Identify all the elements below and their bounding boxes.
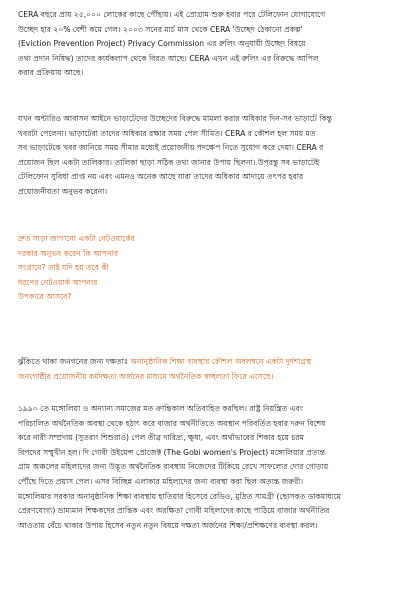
text-line: CERA বছরে প্রায় ২৫,০০০ লোকের কাছে পৌঁছায়। এই প্রোগ্রাম শুরু হবার পরে টেলিফোন যোগাযোগে <box>18 10 326 19</box>
text-line: করে নারী সম্প্রদায় (সুতরাং শিশুরাও) পেল তীব্র দারিদ্র্য, ক্ষুধা, এবং অর্থাভাবের শিকার হয়ে চরম <box>18 433 304 443</box>
text-line: করার প্রক্রিয়ায় আছে। <box>18 68 84 78</box>
text-line: প্রেরণযোগ্য) ভ্রাম্যমান শিক্ষকদের প্রান্তিক এবং অরক্ষিতা গোবী মহিলাদের কাছে পাঠিয়ে বাজার অর্থনীতির <box>18 506 330 516</box>
text-line: যখন অন্টারিও আবাসন আইনে ভাড়াটেদের উচ্ছেদের বিরুদ্ধে মামলা করার অধিকার দিন-সব ভাড়াটে কিন্তু <box>18 114 333 123</box>
text-line: মঙ্গোলিয়ার সরকার অনানুষ্ঠানিক শিক্ষা ব্যবস্থায় হাতিয়ার হিসেবে রেডিও, মুদ্রিত সামগ্রী (ছোসকত ডাকমাধ্যমে <box>18 491 342 501</box>
text-line: খবরটা পেলেনা। ভাড়াটেরা তাদের অধিকার রক্ষার সময় পেল সীমিত। CERA র কৌশল হল সময় মত <box>18 128 316 138</box>
paragraph-mongolia <box>18 402 403 533</box>
text-line <box>18 355 403 370</box>
section-highlight: অনানুষ্ঠানিক শিক্ষা ব্যবস্থার কৌশল অবলম্বনে একটা দুর্দশাগ্রস্থ <box>130 357 312 366</box>
text-line: পরিচালিত অর্থনৈতিক অবস্থা থেকে হঠাৎ করে বাজার অর্থনীতিতে অবস্থান পরিবর্তিত হবার দরুন বিশেষ <box>18 418 326 428</box>
section-lead: ঝুঁকিতে থাকা জনগনের জন্য দক্ষতাঃ <box>18 357 131 366</box>
callout-line: সংগ্রামে? তাই যদি হয় তবে কী <box>18 263 109 273</box>
text-line: আওতায় বেঁচে থাকার উপায় হিসেব নতুন নতুন বিষয়ে দক্ষতা অর্জনের শিক্ষা/প্রশিক্ষণের ব্যবস্থা করল। <box>18 520 318 530</box>
callout-line: দ্রুত সাড়া জাগানো একটা নেটওয়ার্কের <box>18 234 135 243</box>
text-line: প্রয়োজনীয়তা অনুভব করেনা। <box>18 186 108 196</box>
network-question-callout <box>18 232 403 305</box>
paragraph-skills-heading <box>18 355 403 384</box>
callout-line: ধরণের নেটওয়ার্ক আপনার <box>18 277 98 287</box>
section-highlight: জনগোষ্ঠীর প্রয়োজনীয় কর্মদক্ষতা অর্জনের মাধ্যমে অর্থনৈতিক স্বচ্ছলতা ফিরে এসেছে। <box>18 371 274 381</box>
text-line: ১৯৯০ তে মঙ্গোলিয়া ও অন্যান্য সমাজের মত ক্রান্তিকাল অতিবাহিত করছিল। রাষ্ট্র নিয়ন্ত্রিত এবং <box>18 404 304 413</box>
paragraph-cera-reach <box>18 8 403 81</box>
text-line: সব ভাড়াটেকে খবর জানিয়ে সময় সীমার মধ্যেই প্রয়োজনীয় পদক্ষেপ নিতে সুযোগ করে দেয়া। CERA র <box>18 143 324 153</box>
text-line: পৌঁছে দিতে প্রয়াস পেল। এসব বিচ্ছিন্ন এলাকার মহিলাদের জন্য ব্যবস্থা করা ছিল অত্যন্ত জরুরী। <box>18 476 304 486</box>
paragraph-tenant-rights <box>18 112 403 200</box>
callout-line: দরকার অনুভব করেন কি আপনার <box>18 248 118 258</box>
text-line: বিপদের সম্মুখীন হল। দি গোবী উইমেন্স প্রোজেক্ট (The Gobi women's Project) মঙ্গোলিয়ার প্রত্যন্ত <box>18 447 326 457</box>
text-line: তথ্য প্রদান নিষিদ্ধ) তাদের কার্যকলাপ থেকে বিরত আছে। CERA এখন এই রুলিং এর বিরুদ্ধে আপিল <box>18 53 319 63</box>
text-line: টেলিফোন সুবিধা প্রাপ্ত নয় এবং এমনও অনেক আছে যারা তাদের অধিকার আদায়ে তৎপর হবার <box>18 172 304 182</box>
text-line: (Eviction Prevention Project) Privacy Commission এর রুলিং অনুযায়ী উচ্ছেদ বিষয়ে <box>18 39 306 49</box>
text-line: প্রয়োজন ছিল একটা তালিকার। তালিকা ছাড়া সঠিক তথ্য জানার উপায় ছিলনা। উপরন্তু সব ভাড়াটেই <box>18 157 320 167</box>
callout-line: উপকারে আসবে? <box>18 292 72 302</box>
text-line: উচ্ছেদ হার ২০% বেশী কমে গেল। ২০০৩ সনের মার্চ মাস থেকে CERA 'উচ্ছেদ ঠেকানো প্রকল্প' <box>18 24 303 34</box>
text-line: গ্রাম অঞ্চলের মহিলাদের জন্য উদ্ভূত অর্থনৈতিক ব্যবস্থায় নিজেদের টিকিয়ে রেখে সাফল্যের দোর গোড়ায় <box>18 462 329 472</box>
